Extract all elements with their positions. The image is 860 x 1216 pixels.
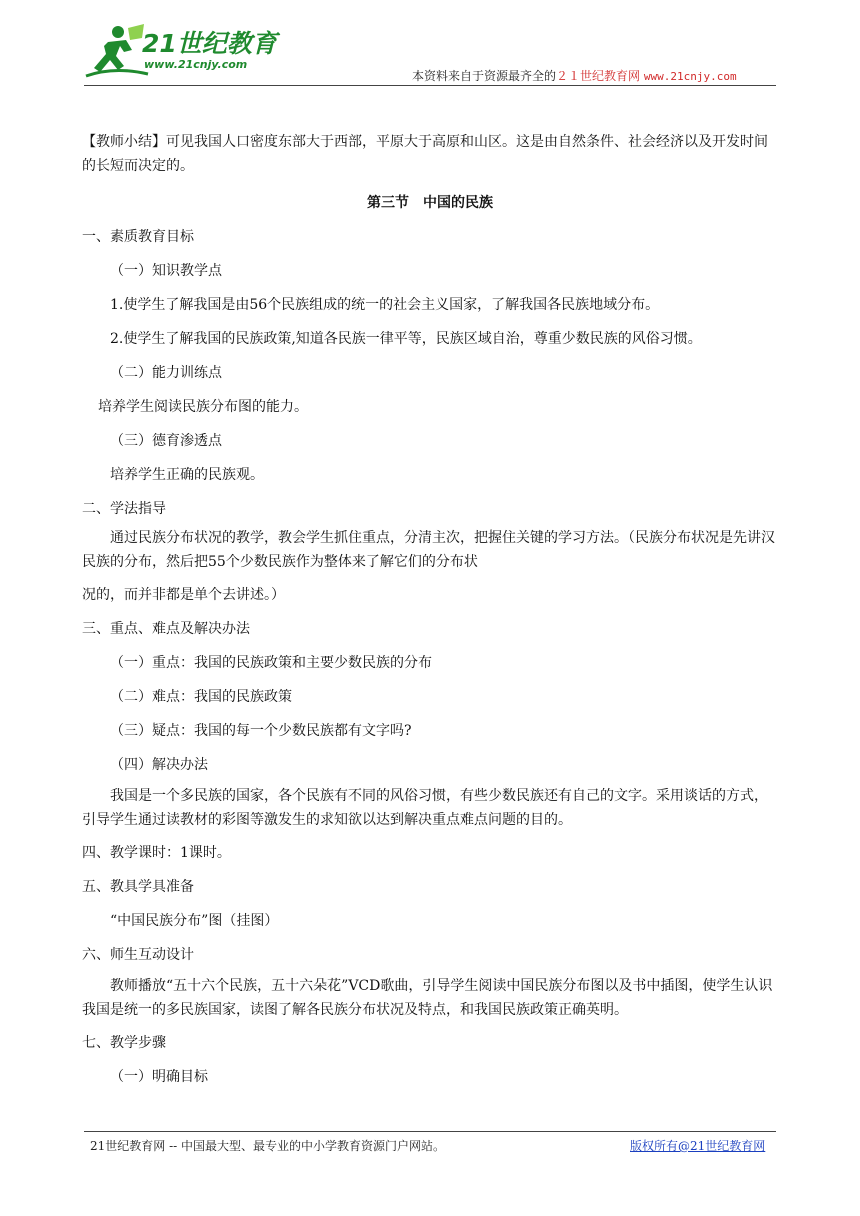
solution-text: 我国是一个多民族的国家，各个民族有不同的风俗习惯，有些少数民族还有自己的文字。采用谈话的方式，引导学生通过读教材的彩图等激发生的求知欲以达到解决重点难点问题的目的。 [82, 788, 768, 828]
header-url-link[interactable]: www.21cnjy.com [643, 70, 737, 83]
site-logo[interactable] [84, 22, 284, 82]
section-title: 第三节 中国的民族 [367, 195, 493, 211]
heading-1: 一、素质教育目标 [82, 229, 194, 245]
difficult-point: （二）难点：我国的民族政策 [110, 689, 292, 705]
objective-1: 1.使学生了解我国是由56个民族组成的统一的社会主义国家，了解我国各民族地域分布。 [110, 297, 660, 313]
header-divider [84, 85, 776, 86]
teacher-summary: 【教师小结】可见我国人口密度东部大于西部，平原大于高原和山区。这是由自然条件、社会经济以及开发时间的长短而决定的。 [82, 134, 768, 174]
subheading-moral: （三）德育渗透点 [110, 433, 222, 449]
subheading-knowledge: （一）知识教学点 [110, 263, 222, 279]
solution-heading: （四）解决办法 [110, 757, 208, 773]
objective-2: 2.使学生了解我国的民族政策,知道各民族一律平等，民族区域自治，尊重少数民族的风俗习惯。 [110, 331, 702, 347]
method-text: 通过民族分布状况的教学，教会学生抓住重点，分清主次，把握住关键的学习方法。（民族分布状况是先讲汉民族的分布，然后把55个少数民族作为整体来了解它们的分布状 [82, 530, 775, 570]
logo-url: www.21cnjy.com [144, 58, 248, 71]
materials-text: “中国民族分布”图（挂图） [110, 913, 279, 929]
copyright-link[interactable]: 版权所有@21世纪教育网 [630, 1139, 766, 1153]
footer-text: 21世纪教育网 -- 中国最大型、最专业的中小学教育资源门户网站。 [90, 1139, 446, 1153]
document-body [82, 124, 778, 1094]
header-note [412, 67, 737, 84]
header-note-prefix: 本资料来自于资源最齐全的 [412, 69, 557, 83]
heading-3: 三、重点、难点及解决办法 [82, 621, 250, 637]
header-brand-link[interactable]: ２１世纪教育网 [556, 69, 641, 83]
subheading-ability: （二）能力训练点 [110, 365, 222, 381]
heading-6: 六、师生互动设计 [82, 947, 194, 963]
ability-text: 培养学生阅读民族分布图的能力。 [98, 399, 308, 415]
heading-2: 二、学法指导 [82, 501, 166, 517]
doubt-point: （三）疑点：我国的每一个少数民族都有文字吗? [110, 723, 412, 739]
heading-5: 五、教具学具准备 [82, 879, 194, 895]
heading-7: 七、教学步骤 [82, 1035, 166, 1051]
footer-divider [84, 1131, 776, 1132]
interaction-text: 教师播放“五十六个民族，五十六朵花”VCD歌曲，引导学生阅读中国民族分布图以及书中插图，使学生认识我国是统一的多民族国家，读图了解各民族分布状况及特点，和我国民族政策正确英明。 [82, 978, 773, 1018]
key-point: （一）重点：我国的民族政策和主要少数民族的分布 [110, 655, 432, 671]
logo-title: 21世纪教育 [142, 29, 277, 58]
page-header [0, 0, 860, 100]
step-1: （一）明确目标 [110, 1069, 208, 1085]
heading-4: 四、教学课时：1课时。 [82, 845, 231, 861]
method-text-cont: 况的，而并非都是单个去讲述。） [82, 587, 285, 603]
moral-text: 培养学生正确的民族观。 [110, 467, 264, 483]
